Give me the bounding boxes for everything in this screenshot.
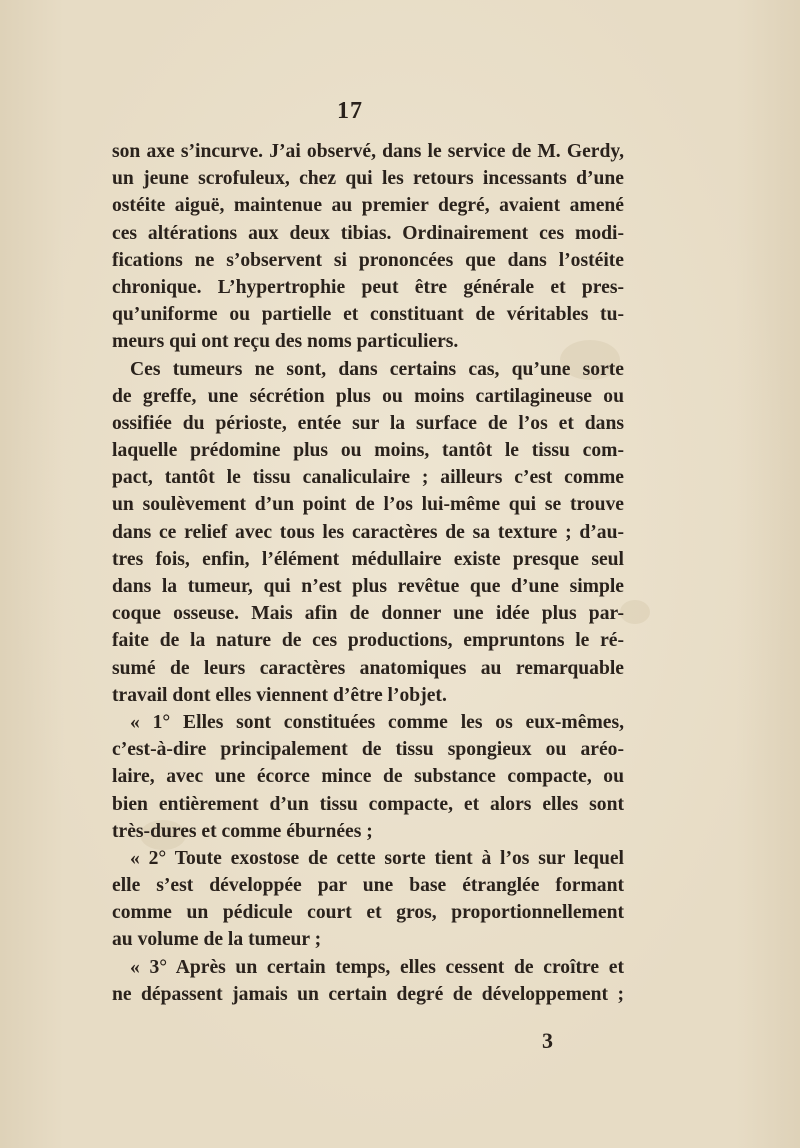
page-number: 17: [337, 98, 363, 124]
signature-mark: 3: [542, 1028, 553, 1053]
text-line: qu’uniforme ou partielle et constituant de véritables tu-: [112, 304, 624, 326]
text-line: dans ce relief avec tous les caractères de sa texture ; d’au-: [112, 521, 624, 543]
text-line: sumé de leurs caractères anatomiques au remarquable: [112, 657, 624, 679]
text-line: travail dont elles viennent d’être l’objet.: [112, 684, 447, 706]
text-line: tres fois, enfin, l’élément médullaire existe presque seul: [112, 548, 624, 570]
text-line: « 3° Après un certain temps, elles cessent de croître et: [130, 956, 624, 978]
paper-stain: [620, 600, 650, 624]
text-line: très-dures et comme éburnées ;: [112, 820, 373, 842]
text-line: comme un pédicule court et gros, proportionnellement: [112, 902, 624, 924]
text-line: chronique. L’hypertrophie peut être générale et pres-: [112, 276, 624, 298]
text-line: son axe s’incurve. J’ai observé, dans le service de M. Gerdy,: [112, 141, 624, 162]
text-line: laire, avec une écorce mince de substance compacte, ou: [112, 766, 624, 788]
text-line: « 2° Toute exostose de cette sorte tient à l’os sur lequel: [130, 847, 624, 869]
text-line: fications ne s’observent si prononcées que dans l’ostéite: [112, 249, 624, 271]
text-line: coque osseuse. Mais afin de donner une idée plus par-: [112, 603, 624, 625]
text-line: ces altérations aux deux tibias. Ordinairement ces modi-: [112, 222, 624, 244]
text-line: c’est-à-dire principalement de tissu spongieux ou aréo-: [112, 739, 624, 761]
text-line: de greffe, une sécrétion plus ou moins cartilagineuse ou: [112, 385, 624, 407]
text-line: meurs qui ont reçu des noms particuliers.: [112, 331, 459, 353]
text-line: un soulèvement d’un point de l’os lui-même qui se trouve: [112, 494, 624, 516]
text-line: ne dépassent jamais un certain degré de développement ;: [112, 983, 624, 1005]
text-line: pact, tantôt le tissu canaliculaire ; ailleurs c’est comme: [112, 467, 624, 489]
text-line: un jeune scrofuleux, chez qui les retours incessants d’une: [112, 168, 624, 190]
text-line: dans la tumeur, qui n’est plus revêtue que d’une simple: [112, 576, 624, 597]
text-line: « 1° Elles sont constituées comme les os eux-mêmes,: [130, 711, 624, 733]
text-line: laquelle prédomine plus ou moins, tantôt le tissu com-: [112, 440, 624, 462]
body-text: [112, 138, 624, 1008]
text-line: bien entièrement d’un tissu compacte, et alors elles sont: [112, 793, 624, 815]
text-line: ostéite aiguë, maintenue au premier degré, avaient amené: [112, 195, 624, 217]
text-line: au volume de la tumeur ;: [112, 929, 322, 951]
text-line: faite de la nature de ces productions, empruntons le ré-: [112, 630, 624, 652]
text-line: elle s’est développée par une base étranglée formant: [112, 875, 624, 897]
text-line: Ces tumeurs ne sont, dans certains cas, qu’une sorte: [130, 358, 624, 380]
text-line: ossifiée du périoste, entée sur la surface de l’os et dans: [112, 412, 624, 434]
